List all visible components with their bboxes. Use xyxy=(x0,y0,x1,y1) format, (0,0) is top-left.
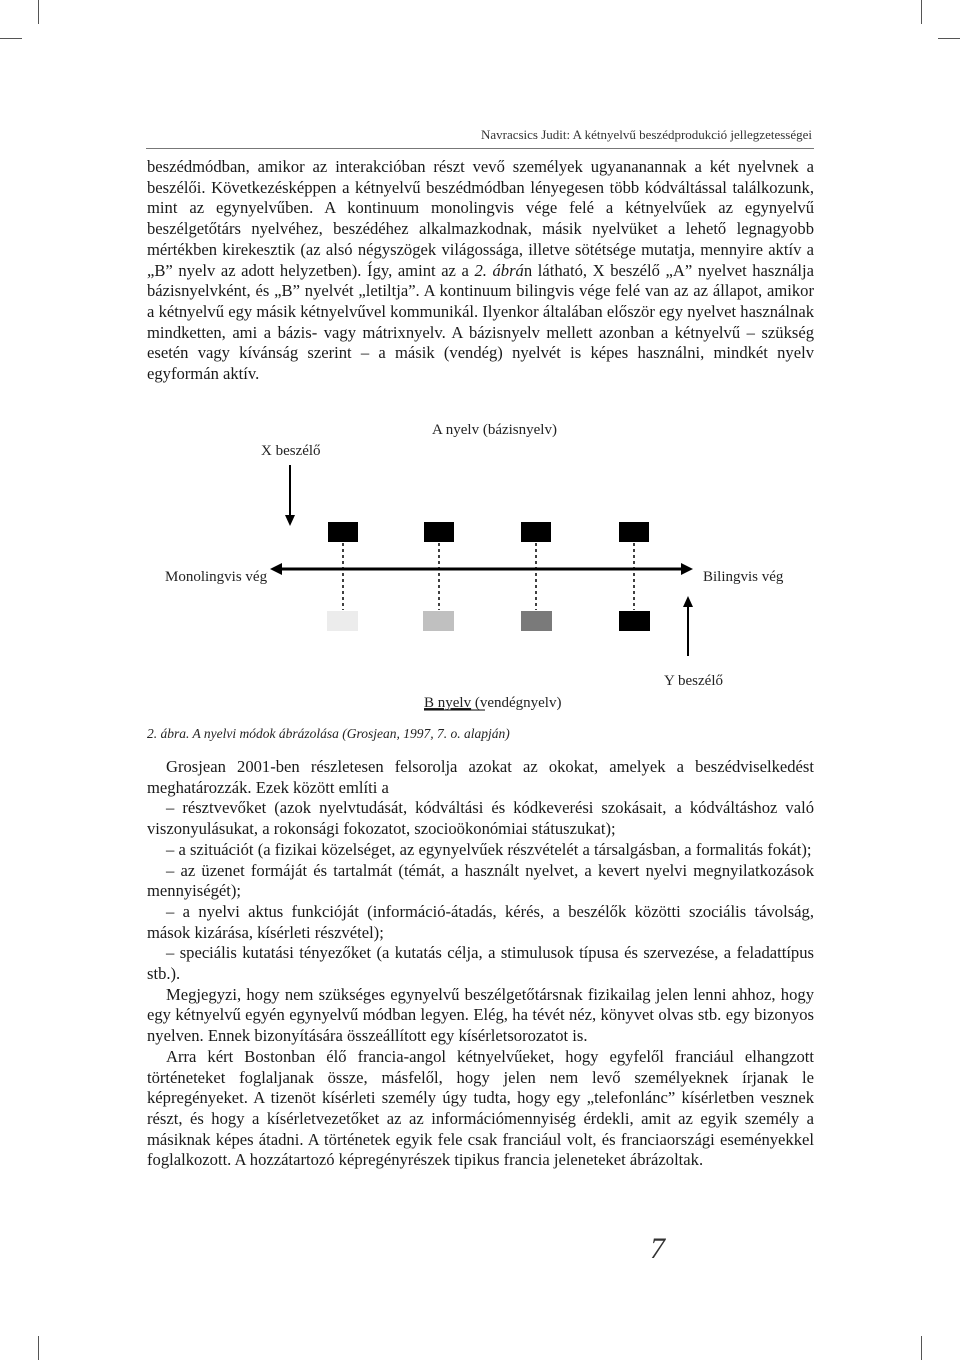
x-speaker-arrowhead xyxy=(285,515,295,526)
running-header: Navracsics Judit: A kétnyelvű beszédprodukció jellegzetességei xyxy=(480,127,812,142)
list-item: – résztvevőket (azok nyelvtudását, kódváltási és kódkeverési szokásait, a kódváltáshoz való viszonyulásukat, a rokonsági fokozatot, szocioökonómiai státuszukat); xyxy=(147,798,814,839)
figure-ref: 2. ábrá xyxy=(474,260,524,280)
paragraph: Arra kért Bostonban élő francia-angol kétnyelvűeket, hogy egyfelől franciául elhangzott történeteket foglaljanak össze, másfelől, hogy jelen nem levő személyeknek írjanak le képregényeket. A tizenöt kísérleti személy úgy tudta, hogy egy „telefonlánc” kísérletben vesznek részt, és hogy a kísérletvezetőket az az információmennyiség érdekli, amit az egyik személy a másiknak képes átadni. A történetek egyik fele csak franciául volt, és franciaországi eseményekkel foglalkozott. A hozzátartozó képregényrészek tipikus francia jeleneteket ábrázoltak. xyxy=(147,1046,814,1170)
page-number: 7 xyxy=(650,1232,665,1265)
list-item: – a nyelvi aktus funkcióját (információ-átadás, kérés, a beszélők közötti szociális távolság, mások kizárása, kísérleti részvétel); xyxy=(147,901,814,942)
top-box xyxy=(328,522,358,542)
label-b-language xyxy=(424,695,561,711)
label-a-language: A nyelv (bázisnyelv) xyxy=(432,422,557,438)
y-speaker-arrowhead xyxy=(683,596,693,607)
bottom-box xyxy=(619,611,650,631)
bottom-box xyxy=(521,611,552,631)
top-box xyxy=(521,522,551,542)
continuum-arrow-left xyxy=(270,563,282,575)
label-b-language-underlined: B nyelv xyxy=(424,695,472,711)
continuum-arrow-right xyxy=(681,563,693,575)
list-item: – speciális kutatási tényezőket (a kutatás célja, a stimulusok típusa és szervezése, a feladattípus stb.). xyxy=(147,943,814,984)
paragraph-top-text: beszédmódban, amikor az interakcióban részt vevő személyek ugyananannak a két nyelvnek a beszélői. Következésképpen a kétnyelvű beszédmódban lényegesen több kódváltással találkozunk, mint az egynyelvűben. A kontinuum monolingvis vége felé a kétnyelvűek az egynyelvű beszélgetőtárs nyelvéhez, beszédéhez alkalmazkodnak, másik nyelvüket a lehető legnagyobb mértékben kirekesztik (az alsó négyszögek világossága, illetve sötétsége mutatja, mennyire aktív a „B” nyelv az adott helyzetben). Így, amint az a xyxy=(147,157,814,280)
list-item: – a szituációt (a fizikai közelséget, az egynyelvűek részvételét a társalgásban, a formalitás fokát); xyxy=(166,839,812,859)
paragraph-top-text-after: n látható, X beszélő „A” nyelvet használja bázisnyelvként, és „B” nyelvét „letiltja”. A kontinuum bilingvis vége felé van az az állapot, amikor a kétnyelvű egy másik kétnyelvűvel kommunikál. Ilyenkor általában először egy nyelvet használnak mindketten, ami a bázis- vagy mátrixnyelv. A bázisnyelv mellett azonban a kétnyelvű – szükség esetén vagy kívánság szerint – a másik (vendég) nyelvét is képes használni, mindkét nyelv egyformán aktív. xyxy=(147,260,814,384)
label-bi-end: Bilingvis vég xyxy=(703,569,784,585)
label-mono-end: Monolingvis vég xyxy=(165,569,268,585)
bottom-box xyxy=(423,611,454,631)
label-y-speaker: Y beszélő xyxy=(664,673,724,689)
label-b-language-rest: (vendégnyelv) xyxy=(471,695,562,711)
paragraph: Grosjean 2001-ben részletesen felsorolja azokat az okokat, amelyek a beszédviselkedést meghatározzák. Ezek között említi a xyxy=(147,757,814,797)
label-x-speaker: X beszélő xyxy=(261,443,321,459)
top-box xyxy=(424,522,454,542)
list-item: – az üzenet formáját és tartalmát (témát, a használt nyelvet, a kevert nyelvi megnyilatkozások mennyiségét); xyxy=(147,860,814,901)
figure-caption: 2. ábra. A nyelvi módok ábrázolása (Grosjean, 1997, 7. o. alapján) xyxy=(147,726,510,741)
paragraph: Megjegyzi, hogy nem szükséges egynyelvű beszélgetőtársnak fizikailag jelen lenni ahhoz, hogy egy kétnyelvű egyén egynyelvű módban legyen. Elég, ha tévét néz, könyvet olvas stb. egy bizonyos nyelven. Ennek bizonyítására összeállított egy kísérletsorozatot is. xyxy=(147,984,814,1046)
top-box xyxy=(619,522,649,542)
paragraphs-bottom xyxy=(147,757,814,1171)
bottom-box xyxy=(327,611,358,631)
